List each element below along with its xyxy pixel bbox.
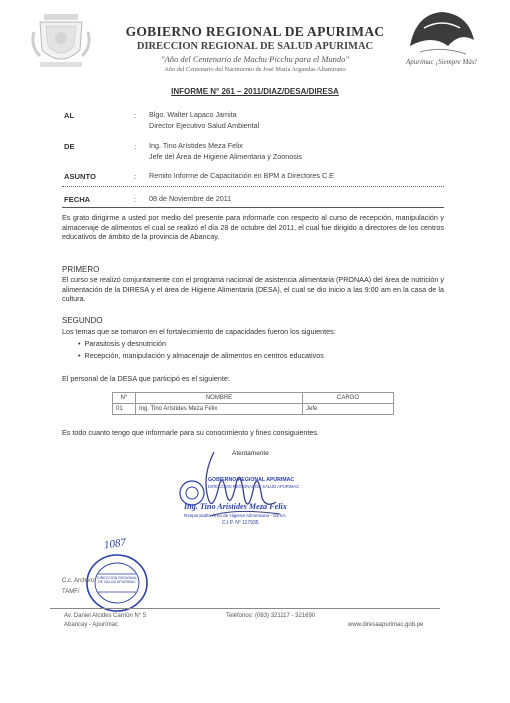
year-motto: "Año del Centenario de Machu Picchu para el Mundo" xyxy=(161,54,349,64)
table-header-role: CARGO xyxy=(303,393,394,404)
field-value-from-line2: Jefe del Área de Higiene Alimentaria y Zoonosis xyxy=(149,152,303,161)
table-cell-role: Jefe xyxy=(303,404,394,415)
field-colon: : xyxy=(134,111,137,120)
logo-slogan: Apurímac ¡Siempre Más! xyxy=(406,58,477,66)
field-value-from-line1: Ing. Tino Arístides Meza Felix xyxy=(149,141,243,150)
directorate-title: DIRECCION REGIONAL DE SALUD APURIMAC xyxy=(136,41,374,52)
field-label-subject: ASUNTO xyxy=(64,172,96,181)
section-first-text: El curso se realizó conjuntamente con el programa nacional de asistencia alimentaria (PRONAA) del área de nutrición y alimentación de la DIRESA y el área de Higiene Alimentaria (DESA), el cual se dio inicio a las 9:00 am en la casa de la cultura. xyxy=(62,275,444,304)
field-label-to: AL xyxy=(64,111,75,120)
table-header-row xyxy=(113,393,394,404)
official-stamp xyxy=(176,475,326,525)
stamp-cip: C.I.P. N° 117935 xyxy=(222,520,259,526)
table-cell-name: Ing. Tino Arístides Meza Félix xyxy=(136,404,303,415)
intro-paragraph: Es grato dirigirme a usted por medio del presente para informarle con respecto al curso de recepción, manipulación y almacenaje de alimentos el cual se realizó el día 28 de octubre del 2011, el cual fue dirigido a directores de los centros educativos de ámbito de la provincia de Abancay. xyxy=(62,213,444,242)
field-label-from: DE xyxy=(64,142,75,151)
table-row xyxy=(113,404,394,415)
list-item: • Recepción, manipulación y almacenaje de alimentos en centros educativos xyxy=(78,351,324,360)
staff-intro: El personal de la DESA que participó es el siguiente: xyxy=(62,374,230,383)
signoff-text: Atentamente xyxy=(232,450,269,457)
apurimac-regional-logo xyxy=(402,6,482,76)
table-header-name: NOMBRE xyxy=(136,393,303,404)
stamp-dept: DIRECCION REGIONAL DE SALUD APURIMAC xyxy=(208,484,300,489)
footer-rule xyxy=(50,608,440,609)
stamp-name: Ing. Tino Arístides Meza Felix xyxy=(184,502,287,511)
bullet-icon: • xyxy=(78,339,85,348)
stamp-org: GOBIERNO REGIONAL APURIMAC xyxy=(208,477,295,483)
footer-website: www.diresaapurimac.gob.pe xyxy=(348,622,424,628)
government-title: GOBIERNO REGIONAL DE APURIMAC xyxy=(125,24,385,39)
divider-dotted xyxy=(62,186,444,187)
copy-note-archive: C.c. Archivo xyxy=(62,578,95,584)
closing-paragraph: Es todo cuanto tengo que informarle para su conocimiento y fines consiguientes. xyxy=(62,428,319,437)
footer-city: Abancay - Apurímac xyxy=(64,622,119,628)
staff-table xyxy=(112,392,394,415)
field-colon: : xyxy=(134,172,137,181)
commemoration-line: Año del Centenario del Nacimiento de José María Arguedas Altamirano xyxy=(164,66,346,73)
section-title-second: SEGUNDO xyxy=(62,316,103,325)
stamp-role: Responsable Área de Higiene Alimentaria - DESA xyxy=(184,513,286,518)
field-value-to-line1: Blgo. Walter Lapaco Jamita xyxy=(149,110,237,119)
field-value-subject: Remito Informe de Capacitación en BPM a Directores C.E xyxy=(149,171,334,180)
copy-note-initials: TAMF/ xyxy=(62,589,80,595)
report-reference: INFORME N° 261 – 2011/DIAZ/DESA/DIRESA xyxy=(171,87,339,96)
table-header-number: N° xyxy=(113,393,136,404)
footer-address: Av. Daniel Alcides Carrión N° 5 xyxy=(64,613,147,619)
bullet-icon: • xyxy=(78,351,85,360)
divider-solid xyxy=(62,207,444,208)
field-colon: : xyxy=(134,142,137,151)
field-label-date: FECHA xyxy=(64,195,91,204)
table-cell-number: 01 xyxy=(113,404,136,415)
list-item: • Parasitosis y desnutrición xyxy=(78,339,167,348)
field-value-date: 08 de Noviembre de 2011 xyxy=(149,194,232,203)
section-title-first: PRIMERO xyxy=(62,265,100,274)
footer-phone: Teléfonos: (083) 321117 - 321690 xyxy=(226,613,316,619)
section-second-text: Los temas que se tomaron en el fortalecimiento de capacidades fueron los siguientes: xyxy=(62,327,336,336)
handwritten-number: 1087 xyxy=(103,536,127,552)
field-value-to-line2: Director Ejecutivo Salud Ambiental xyxy=(149,121,260,130)
receipt-stamp-text: DIRECCIÓN REGIONAL DE SALUD APURIMAC xyxy=(97,576,137,585)
field-colon: : xyxy=(134,195,137,204)
